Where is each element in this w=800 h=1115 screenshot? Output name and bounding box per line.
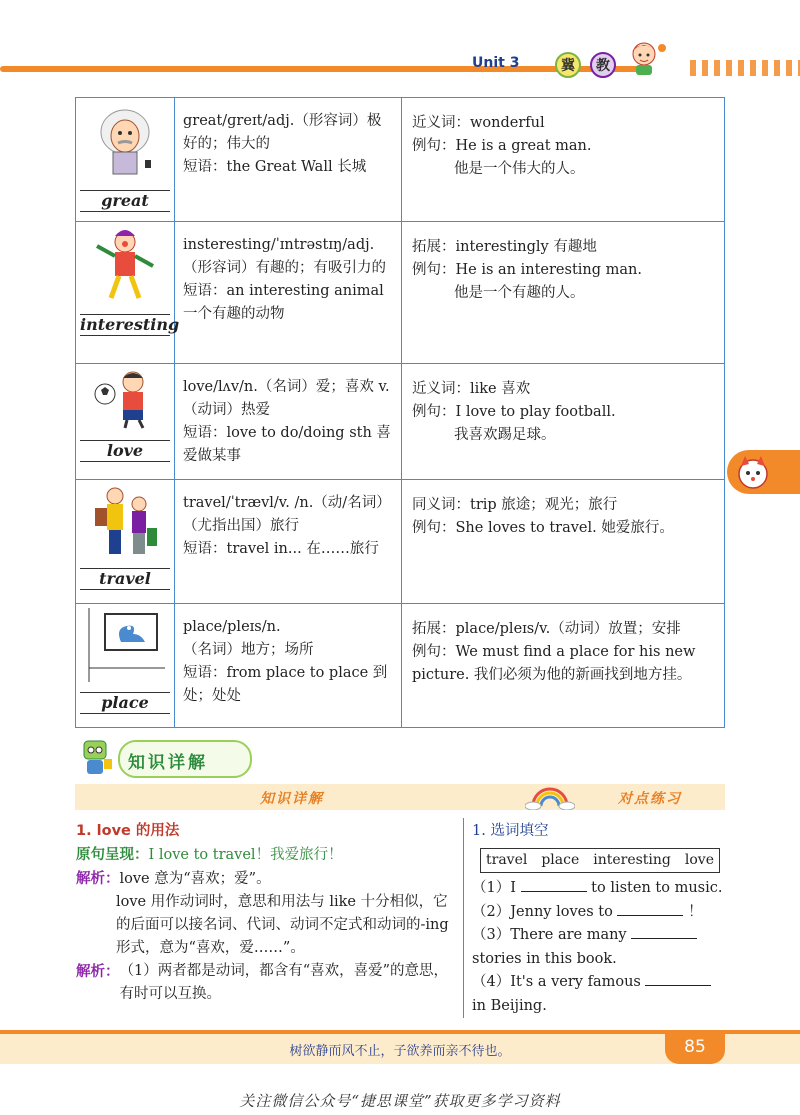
edition-badge-jiao: 教 — [590, 52, 616, 78]
question-text: （1）I — [472, 880, 516, 896]
extension-cell — [402, 604, 725, 728]
answer-blank[interactable] — [617, 901, 683, 916]
table-row — [76, 604, 725, 728]
picture-word: travel — [80, 568, 170, 590]
analysis-2 — [76, 960, 458, 1006]
analysis-1-body: love 用作动词时，意思和用法与 like 十分相似，它的后面可以接名词、代词、动词不定式和动词的-ing 形式，意为“喜欢，爱……”。 — [116, 894, 449, 956]
word-bank-item: place — [541, 851, 580, 868]
practice-header: 对点练习 — [618, 791, 682, 807]
header-rule — [0, 66, 640, 72]
definition-cell — [175, 222, 402, 364]
phrase-line: 短语：travel in... 在……旅行 — [183, 541, 379, 557]
travelers-illustration-icon — [85, 484, 165, 558]
definition-line: place/pleɪs/n. — [183, 619, 281, 635]
picture-cell — [76, 222, 180, 364]
einstein-illustration-icon — [85, 102, 165, 180]
picture-word: great — [80, 190, 170, 212]
side-tab-mascot — [727, 450, 800, 494]
definition-cell — [175, 604, 402, 728]
example-translation: 我喜欢踢足球。 — [454, 427, 556, 443]
extension-line: 拓展：interestingly 有趣地 — [412, 239, 597, 255]
example-line: 例句：He is an interesting man. — [412, 262, 642, 278]
example-text: I love to travel！我爱旅行！ — [148, 847, 343, 863]
definition-cell — [175, 98, 402, 222]
analysis-2-text: （1）两者都是动词，都含有“喜欢，喜爱”的意思，有时可以互换。 — [119, 963, 449, 1002]
phrase-line: 短语：an interesting animal 一个有趣的动物 — [183, 283, 384, 322]
definition-line: great/ɡreɪt/adj.（形容词）极好的；伟大的 — [183, 113, 382, 152]
analysis-1 — [76, 867, 458, 891]
analysis-1-first: love 意为“喜欢；爱”。 — [119, 871, 271, 887]
definition-line: （名词）地方；场所 — [183, 642, 314, 658]
question-3 — [472, 924, 724, 971]
analysis-label: 解析： — [76, 963, 120, 980]
boy-football-illustration-icon — [85, 368, 165, 430]
extension-cell — [402, 364, 725, 480]
table-row — [76, 364, 725, 480]
question-text: （3）There are many — [472, 927, 627, 943]
clown-illustration-icon — [85, 226, 165, 304]
table-row — [76, 222, 725, 364]
column-divider — [463, 818, 464, 1018]
example-sentence — [76, 843, 458, 867]
word-bank — [480, 848, 720, 874]
edition-badge-ji: 冀 — [555, 52, 581, 78]
knowledge-heading: 1. love 的用法 — [76, 823, 180, 839]
word-bank-item: travel — [486, 851, 528, 868]
question-text: （2）Jenny loves to — [472, 903, 613, 920]
synonym-line: 近义词：like 喜欢 — [412, 381, 531, 397]
picture-word: interesting — [80, 315, 180, 334]
phrase-line: 短语：the Great Wall 长城 — [183, 159, 367, 175]
knowledge-column — [76, 820, 458, 1006]
answer-blank[interactable] — [645, 971, 711, 986]
definition-line: love/lʌv/n.（名词）爱；喜欢 v.（动词）热爱 — [183, 379, 390, 418]
question-text: to listen to music. — [591, 880, 723, 896]
page-number: 85 — [665, 1030, 725, 1064]
rainbow-cloud-icon — [525, 782, 575, 810]
question-text: （4）It's a very famous — [472, 974, 641, 990]
table-row — [76, 98, 725, 222]
vocabulary-table — [75, 97, 725, 728]
knowledge-header: 知识详解 — [260, 791, 324, 807]
exercise-heading: 1. 选词填空 — [472, 823, 549, 839]
synonym-line: 近义词：wonderful — [412, 115, 545, 131]
extension-cell — [402, 222, 725, 364]
answer-blank[interactable] — [521, 877, 587, 892]
header-checker-decoration — [690, 60, 800, 76]
definition-line: insteresting/ˈɪntrəstɪŋ/adj.（形容词）有趣的；有吸引力的 — [183, 237, 386, 276]
watermark-text: 关注微信公众号“捷思课堂”获取更多学习资料 — [239, 1092, 561, 1110]
example-line: 例句：We must find a place for his new picture. 我们必须为他的新画找到地方挂。 — [412, 644, 696, 683]
example-translation: 他是一个伟大的人。 — [454, 161, 585, 177]
question-text: ！ — [688, 903, 703, 920]
fox-mascot-icon — [733, 452, 773, 492]
robot-mascot-icon — [78, 737, 114, 777]
question-2 — [472, 901, 724, 925]
picture-cell — [76, 364, 175, 480]
example-line: 例句：I love to play football. — [412, 404, 616, 420]
question-1 — [472, 877, 724, 901]
extension-cell — [402, 480, 725, 604]
definition-line: travel/ˈtrævl/v. /n.（动/名词）（尤指出国）旅行 — [183, 495, 391, 534]
word-bank-item: interesting — [593, 851, 671, 868]
example-label: 原句呈现： — [76, 846, 149, 863]
word-bank-item: love — [684, 851, 714, 868]
section-title: 知识详解 — [128, 753, 208, 773]
picture-cell — [76, 480, 175, 604]
picture-cell — [76, 98, 175, 222]
picture-word: love — [80, 440, 170, 462]
example-line: 例句：He is a great man. — [412, 138, 592, 154]
girl-mascot-icon — [622, 38, 672, 78]
question-text: in Beijing. — [472, 997, 547, 1014]
definition-cell — [175, 364, 402, 480]
extension-cell — [402, 98, 725, 222]
synonym-line: 同义词：trip 旅途；观光；旅行 — [412, 497, 618, 513]
question-text: stories in this book. — [472, 950, 617, 967]
exercise-column — [472, 820, 724, 1018]
definition-cell — [175, 480, 402, 604]
example-line: 例句：She loves to travel. 她爱旅行。 — [412, 520, 674, 536]
picture-word: place — [80, 692, 170, 714]
picture-frame-illustration-icon — [85, 608, 165, 682]
phrase-line: 短语：love to do/doing sth 喜爱做某事 — [183, 425, 391, 464]
question-4 — [472, 971, 724, 1018]
phrase-line: 短语：from place to place 到处；处处 — [183, 665, 388, 704]
footer-motto: 树欲静而风不止，子欲养而亲不待也。 — [289, 1044, 511, 1059]
extension-line: 拓展：place/pleɪs/v.（动词）放置；安排 — [412, 621, 681, 637]
answer-blank[interactable] — [631, 924, 697, 939]
unit-title: Unit 3 — [472, 55, 520, 71]
analysis-label: 解析： — [76, 870, 120, 887]
picture-cell — [76, 604, 175, 728]
table-row — [76, 480, 725, 604]
example-translation: 他是一个有趣的人。 — [454, 285, 585, 301]
